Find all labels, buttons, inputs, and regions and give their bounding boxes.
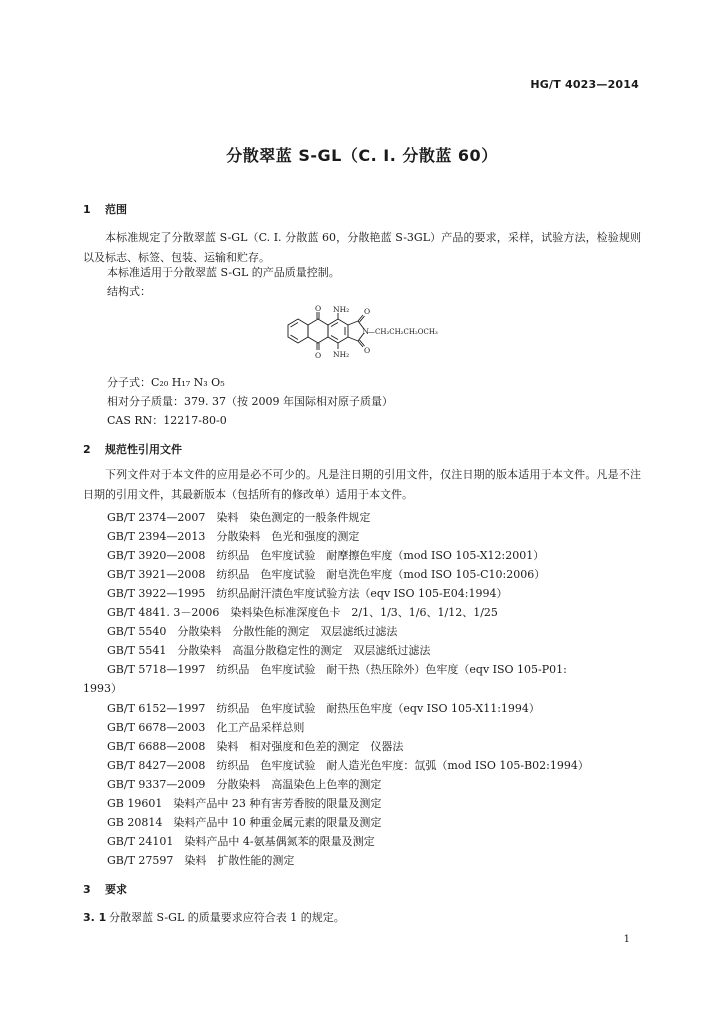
molecule-nh2-bottom: NH₂ <box>333 350 350 359</box>
section-2-intro: 下列文件对于本文件的应用是必不可少的。凡是注日期的引用文件，仅注日期的版本适用于本文件。凡是不注日期的引用文件，其最新版本（包括所有的修改单）适用于本文件。 <box>83 468 641 501</box>
clause-3-1-text: 分散翠蓝 S-GL 的质量要求应符合表 1 的规定。 <box>109 911 345 924</box>
reference-item: GB/T 8427—2008 纺织品 色牢度试验 耐人造光色牢度：氙弧（mod ISO 105-B02:1994） <box>107 759 589 772</box>
reference-item: GB/T 24101 染料产品中 4-氨基偶氮苯的限量及测定 <box>107 835 375 848</box>
cas-number: CAS RN：12217-80-0 <box>107 414 227 427</box>
molecule-side-chain: —CH₂CH₂CH₂OCH₃ <box>368 328 438 336</box>
reference-item: GB/T 9337—2009 分散染料 高温染色上色率的测定 <box>107 778 382 791</box>
molecule-o-imide-top: O <box>364 307 371 316</box>
reference-item: GB/T 2394—2013 分散染料 色光和强度的测定 <box>107 530 360 543</box>
reference-item: GB/T 3920—2008 纺织品 色牢度试验 耐摩擦色牢度（mod ISO 105-X12:2001） <box>107 549 545 562</box>
clause-3-1-number: 3. 1 <box>83 911 107 924</box>
section-1-para-2: 本标准适用于分散翠蓝 S-GL 的产品质量控制。 <box>107 266 340 279</box>
section-2-heading <box>83 441 182 457</box>
molecule-o-imide-bottom: O <box>364 346 371 355</box>
reference-item: GB/T 3922—1995 纺织品耐汗渍色牢度试验方法（eqv ISO 105-E04:1994） <box>107 587 508 600</box>
section-3-title: 要求 <box>105 883 127 896</box>
clause-3-1 <box>83 909 345 925</box>
reference-item-continuation: 1993） <box>83 682 122 695</box>
reference-item: GB/T 5541 分散染料 高温分散稳定性的测定 双层滤纸过滤法 <box>107 644 431 657</box>
section-1-title: 范围 <box>105 203 127 216</box>
reference-item: GB/T 6152—1997 纺织品 色牢度试验 耐热压色牢度（eqv ISO 105-X11:1994） <box>107 702 540 715</box>
reference-item: GB/T 3921—2008 纺织品 色牢度试验 耐皂洗色牢度（mod ISO 105-C10:2006） <box>107 568 546 581</box>
reference-item: GB/T 5718—1997 纺织品 色牢度试验 耐干热（热压除外）色牢度（eqv ISO 105-P01: <box>107 663 567 676</box>
reference-item: GB/T 5540 分散染料 分散性能的测定 双层滤纸过滤法 <box>107 625 398 638</box>
section-3-number: 3 <box>83 883 91 896</box>
molecule-n-atom: N <box>362 327 370 336</box>
section-1-heading <box>83 201 127 217</box>
page-number: 1 <box>623 934 630 945</box>
reference-item: GB/T 4841. 3－2006 染料染色标准深度色卡 2/1、1/3、1/6、1/12、1/25 <box>107 606 498 619</box>
reference-item: GB 19601 染料产品中 23 种有害芳香胺的限量及测定 <box>107 797 382 810</box>
section-1-para-1: 本标准规定了分散翠蓝 S-GL（C. I. 分散蓝 60，分散艳蓝 S-3GL）产品的要求，采样，试验方法，检验规则以及标志、标签、包装、运输和贮存。 <box>83 231 641 264</box>
structure-formula-diagram <box>278 303 478 371</box>
reference-item: GB 20814 染料产品中 10 种重金属元素的限量及测定 <box>107 816 382 829</box>
reference-item: GB/T 6688—2008 染料 相对强度和色差的测定 仪器法 <box>107 740 404 753</box>
molecule-o-top: O <box>315 304 322 313</box>
molecular-mass: 相对分子质量：379. 37（按 2009 年国际相对原子质量） <box>107 395 393 408</box>
section-3-heading <box>83 881 127 897</box>
section-1-number: 1 <box>83 203 91 216</box>
document-title: 分散翠蓝 S-GL（C. I. 分散蓝 60） <box>226 146 498 165</box>
section-2-title: 规范性引用文件 <box>105 443 182 456</box>
structure-label: 结构式： <box>107 285 151 298</box>
section-2-number: 2 <box>83 443 91 456</box>
reference-item: GB/T 27597 染料 扩散性能的测定 <box>107 854 295 867</box>
reference-item: GB/T 6678—2003 化工产品采样总则 <box>107 721 305 734</box>
molecular-formula: 分子式：C₂₀ H₁₇ N₃ O₅ <box>107 376 225 389</box>
molecule-nh2-top: NH₂ <box>333 305 350 314</box>
molecule-o-bottom: O <box>315 351 322 360</box>
reference-item: GB/T 2374—2007 染料 染色测定的一般条件规定 <box>107 511 371 524</box>
standard-code: HG/T 4023—2014 <box>530 78 639 91</box>
